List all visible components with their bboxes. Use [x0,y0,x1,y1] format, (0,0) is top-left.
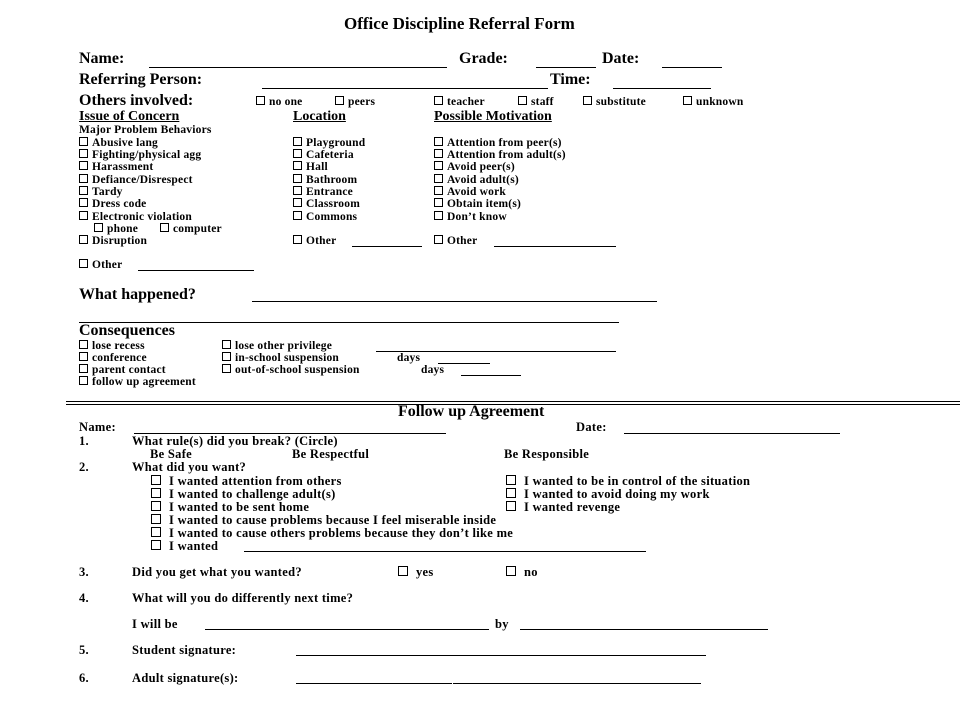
checkbox-icon [79,149,88,158]
checkbox-icon [293,198,302,207]
adult-signature-label: Adult signature(s): [132,671,239,685]
want-sent-home[interactable]: I wanted to be sent home [151,500,309,515]
issue-fighting[interactable]: Fighting/physical agg [79,149,201,161]
checkbox-icon [79,376,88,385]
motivation-obtain-item[interactable]: Obtain item(s) [434,198,521,210]
checkbox-icon [151,514,161,524]
referring-person-field[interactable] [262,88,548,89]
others-option-teacher[interactable]: teacher [434,96,485,108]
what-happened-label: What happened? [79,286,196,303]
checkbox-icon [79,235,88,244]
grade-field[interactable] [536,67,596,68]
others-option-staff[interactable]: staff [518,96,554,108]
q3-no-option[interactable]: no [506,565,538,580]
motivation-attention-adult[interactable]: Attention from adult(s) [434,149,566,161]
checkbox-icon [222,340,231,349]
rule-be-safe[interactable]: Be Safe [150,447,193,461]
follow-up-date-field[interactable] [624,433,840,434]
want-avoid-work[interactable]: I wanted to avoid doing my work [506,487,710,502]
checkbox-icon [222,364,231,373]
checkbox-icon [293,137,302,146]
consequence-conference[interactable]: conference [79,352,147,364]
i-will-be-field[interactable] [205,629,489,630]
checkbox-icon [151,475,161,485]
checkbox-icon [151,540,161,550]
checkbox-icon [151,527,161,537]
rule-be-responsible[interactable]: Be Responsible [504,447,590,461]
checkbox-icon [293,235,302,244]
by-label: by [495,617,509,631]
checkbox-icon [506,488,516,498]
q2-number: 2. [79,460,89,474]
location-heading: Location [293,109,346,124]
issue-disruption[interactable]: Disruption [79,235,147,247]
possible-motivation-heading: Possible Motivation [434,109,552,124]
checkbox-icon [335,96,344,105]
q3-number: 3. [79,565,89,579]
checkbox-icon [151,488,161,498]
consequence-in-school-suspension[interactable]: in-school suspension [222,352,339,364]
consequence-lose-privilege[interactable]: lose other privilege [222,340,332,352]
time-label: Time: [550,71,591,88]
consequence-lose-recess[interactable]: lose recess [79,340,145,352]
rule-be-respectful[interactable]: Be Respectful [292,447,370,461]
checkbox-icon [293,174,302,183]
location-classroom[interactable]: Classroom [293,198,360,210]
section-divider [66,401,960,402]
checkbox-icon [434,186,443,195]
name-field[interactable] [149,67,447,68]
checkbox-icon [293,149,302,158]
q1-text: What rule(s) did you break? (Circle) [132,434,338,448]
checkbox-icon [79,137,88,146]
checkbox-icon [434,198,443,207]
issue-other-field[interactable] [138,270,254,271]
location-cafeteria[interactable]: Cafeteria [293,149,354,161]
iss-days-label: days [397,352,421,364]
want-control[interactable]: I wanted to be in control of the situation [506,474,750,489]
consequence-parent-contact[interactable]: parent contact [79,364,166,376]
time-field[interactable] [613,88,711,89]
issue-abusive-lang[interactable]: Abusive lang [79,137,158,149]
want-attention[interactable]: I wanted attention from others [151,474,342,489]
checkbox-icon [79,174,88,183]
date-label: Date: [602,50,640,67]
consequence-out-of-school-suspension[interactable]: out-of-school suspension [222,364,360,376]
major-problem-behaviors-heading: Major Problem Behaviors [79,124,212,136]
q5-number: 5. [79,643,89,657]
location-entrance[interactable]: Entrance [293,186,353,198]
issue-of-concern-heading: Issue of Concern [79,109,180,124]
adult-signature-field-2[interactable] [453,683,701,684]
checkbox-icon [434,137,443,146]
i-will-be-label: I will be [132,617,178,631]
issue-other[interactable]: Other [79,259,122,271]
q1-number: 1. [79,434,89,448]
issue-electronic-violation[interactable]: Electronic violation [79,211,192,223]
checkbox-icon [79,186,88,195]
issue-harassment[interactable]: Harassment [79,161,153,173]
checkbox-icon [79,161,88,170]
checkbox-icon [79,340,88,349]
checkbox-icon [434,96,443,105]
motivation-avoid-peer[interactable]: Avoid peer(s) [434,161,515,173]
adult-signature-field-1[interactable] [296,683,452,684]
checkbox-icon [293,186,302,195]
others-option-unknown[interactable]: unknown [683,96,743,108]
location-playground[interactable]: Playground [293,137,365,149]
motivation-attention-peer[interactable]: Attention from peer(s) [434,137,562,149]
q4-number: 4. [79,591,89,605]
checkbox-icon [222,352,231,361]
name-label: Name: [79,50,125,67]
want-challenge-adult[interactable]: I wanted to challenge adult(s) [151,487,336,502]
others-option-substitute[interactable]: substitute [583,96,646,108]
motivation-dont-know[interactable]: Don’t know [434,211,507,223]
want-other-field[interactable] [244,551,646,552]
checkbox-icon [160,223,169,232]
checkbox-icon [506,566,516,576]
what-happened-field[interactable] [252,301,657,302]
checkbox-icon [79,259,88,268]
motivation-avoid-adult[interactable]: Avoid adult(s) [434,174,519,186]
checkbox-icon [293,211,302,220]
grade-label: Grade: [459,50,508,67]
location-bathroom[interactable]: Bathroom [293,174,357,186]
page-title: Office Discipline Referral Form [344,14,575,33]
q3-yes-option[interactable]: yes [398,565,434,580]
follow-up-name-label: Name: [79,420,116,434]
checkbox-icon [79,211,88,220]
checkbox-icon [583,96,592,105]
checkbox-icon [506,501,516,511]
issue-dress-code[interactable]: Dress code [79,198,147,210]
location-commons[interactable]: Commons [293,211,357,223]
want-cause-others-problems[interactable]: I wanted to cause others problems because they don’t like me [151,526,513,541]
q3-text: Did you get what you wanted? [132,565,302,579]
issue-defiance[interactable]: Defiance/Disrespect [79,174,193,186]
date-field[interactable] [662,67,722,68]
checkbox-icon [434,235,443,244]
others-involved-label: Others involved: [79,92,194,109]
others-option-peers[interactable]: peers [335,96,375,108]
by-field[interactable] [520,629,768,630]
checkbox-icon [434,211,443,220]
checkbox-icon [518,96,527,105]
checkbox-icon [79,198,88,207]
consequences-heading: Consequences [79,322,176,339]
location-other[interactable]: Other [293,235,336,247]
oss-days-label: days [421,364,445,376]
others-option-no-one[interactable]: no one [256,96,302,108]
checkbox-icon [434,149,443,158]
location-other-field[interactable] [352,246,422,247]
checkbox-icon [79,364,88,373]
electronic-option-phone[interactable]: phone [94,223,138,235]
consequence-follow-up-agreement[interactable]: follow up agreement [79,376,196,388]
checkbox-icon [434,174,443,183]
checkbox-icon [256,96,265,105]
want-other[interactable]: I wanted [151,539,218,554]
want-revenge[interactable]: I wanted revenge [506,500,620,515]
checkbox-icon [398,566,408,576]
checkbox-icon [79,352,88,361]
iss-days-field[interactable] [438,363,490,364]
student-signature-field[interactable] [296,655,706,656]
checkbox-icon [683,96,692,105]
q4-text: What will you do differently next time? [132,591,354,605]
motivation-other-field[interactable] [494,246,616,247]
checkbox-icon [94,223,103,232]
q6-number: 6. [79,671,89,685]
checkbox-icon [506,475,516,485]
location-hall[interactable]: Hall [293,161,328,173]
follow-up-heading: Follow up Agreement [398,403,545,420]
oss-days-field[interactable] [461,375,521,376]
checkbox-icon [434,161,443,170]
student-signature-label: Student signature: [132,643,237,657]
issue-tardy[interactable]: Tardy [79,186,123,198]
checkbox-icon [151,501,161,511]
motivation-avoid-work[interactable]: Avoid work [434,186,506,198]
checkbox-icon [293,161,302,170]
follow-up-date-label: Date: [576,420,607,434]
electronic-option-computer[interactable]: computer [160,223,222,235]
want-cause-problems-miserable[interactable]: I wanted to cause problems because I feel miserable inside [151,513,496,528]
motivation-other[interactable]: Other [434,235,477,247]
q2-text: What did you want? [132,460,247,474]
referring-person-label: Referring Person: [79,71,203,88]
